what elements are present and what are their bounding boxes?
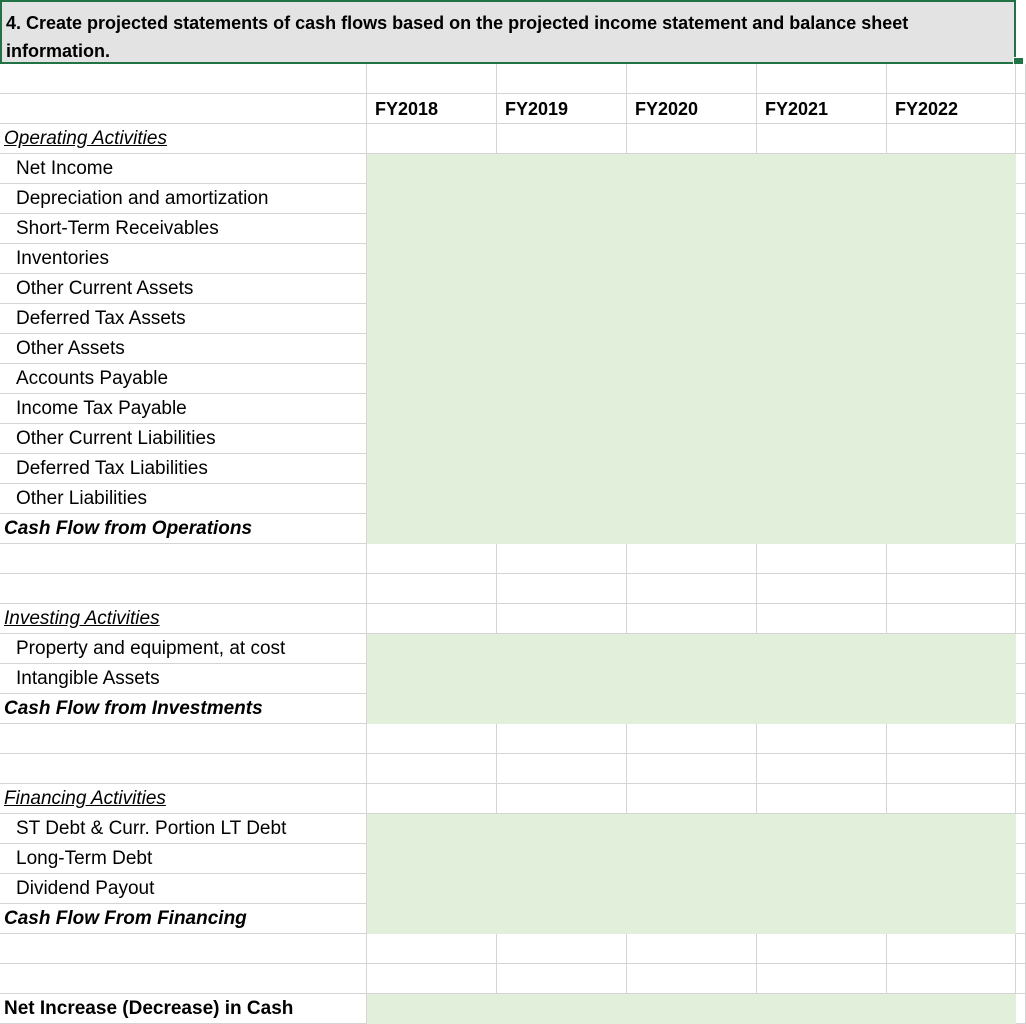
next-column-cell[interactable] xyxy=(1016,844,1026,874)
input-cell[interactable] xyxy=(757,244,887,274)
year-label: FY2018 xyxy=(375,99,439,119)
label-cell[interactable] xyxy=(0,514,367,544)
input-cell[interactable] xyxy=(367,364,497,394)
next-column-cell[interactable] xyxy=(1016,814,1026,844)
input-cell[interactable] xyxy=(757,184,887,214)
empty-cell[interactable] xyxy=(757,124,887,154)
blank-row xyxy=(0,964,1026,994)
next-column-cell[interactable] xyxy=(1016,874,1026,904)
input-cell[interactable] xyxy=(887,154,1016,184)
input-cell[interactable] xyxy=(497,394,627,424)
empty-cell[interactable] xyxy=(757,784,887,814)
input-cell[interactable] xyxy=(627,844,757,874)
empty-cell[interactable] xyxy=(367,124,497,154)
input-cell[interactable] xyxy=(367,214,497,244)
input-cell[interactable] xyxy=(497,274,627,304)
line-item-label: Property and equipment, at cost xyxy=(16,638,286,659)
section-heading: Financing Activities xyxy=(4,788,166,809)
line-item-label: Depreciation and amortization xyxy=(16,188,269,209)
next-column-cell[interactable] xyxy=(1016,394,1026,424)
label-cell[interactable] xyxy=(0,904,367,934)
input-cell[interactable] xyxy=(757,904,887,934)
label-cell[interactable] xyxy=(0,994,367,1024)
empty-cell[interactable] xyxy=(887,64,1016,94)
next-column-cell[interactable] xyxy=(1016,604,1026,634)
line-item-label: Deferred Tax Liabilities xyxy=(16,458,208,479)
input-cell[interactable] xyxy=(887,814,1016,844)
input-cell[interactable] xyxy=(367,844,497,874)
input-cell[interactable] xyxy=(887,394,1016,424)
empty-cell[interactable] xyxy=(627,604,757,634)
label-cell[interactable] xyxy=(0,274,367,304)
input-cell[interactable] xyxy=(627,904,757,934)
year-label: FY2020 xyxy=(635,99,699,119)
label-cell[interactable] xyxy=(0,544,367,574)
year-header-cell[interactable] xyxy=(367,94,497,124)
row-other-current-liabilities xyxy=(0,424,1026,454)
total-label: Net Increase (Decrease) in Cash xyxy=(4,998,294,1019)
input-cell[interactable] xyxy=(497,484,627,514)
line-item-label: Net Income xyxy=(16,158,114,179)
next-column-cell[interactable] xyxy=(1016,484,1026,514)
instruction-cell[interactable] xyxy=(0,0,1016,64)
row-accounts-payable xyxy=(0,364,1026,394)
empty-cell[interactable] xyxy=(887,724,1016,754)
label-cell[interactable] xyxy=(0,694,367,724)
input-cell[interactable] xyxy=(627,184,757,214)
line-item-label: Dividend Payout xyxy=(16,878,155,899)
next-column-cell[interactable] xyxy=(1016,214,1026,244)
input-cell[interactable] xyxy=(757,844,887,874)
input-cell[interactable] xyxy=(497,334,627,364)
input-cell[interactable] xyxy=(757,424,887,454)
empty-cell[interactable] xyxy=(627,724,757,754)
total-label: Cash Flow from Operations xyxy=(4,518,253,539)
row-net-income xyxy=(0,154,1026,184)
input-cell[interactable] xyxy=(367,694,497,724)
label-cell[interactable] xyxy=(0,64,367,94)
next-column-cell[interactable] xyxy=(1016,634,1026,664)
year-header-cell[interactable] xyxy=(757,94,887,124)
row-short-term-receivables xyxy=(0,214,1026,244)
input-cell[interactable] xyxy=(627,814,757,844)
empty-cell[interactable] xyxy=(497,754,627,784)
line-item-label: Other Current Liabilities xyxy=(16,428,216,449)
next-column-cell[interactable] xyxy=(1016,694,1026,724)
next-column-cell[interactable] xyxy=(1016,124,1026,154)
year-header-cell[interactable] xyxy=(627,94,757,124)
input-cell[interactable] xyxy=(887,214,1016,244)
next-column-cell[interactable] xyxy=(1016,754,1026,784)
row-cash-flow-from-investments xyxy=(0,694,1026,724)
next-column-cell[interactable] xyxy=(1016,784,1026,814)
label-cell[interactable] xyxy=(0,94,367,124)
empty-cell[interactable] xyxy=(497,64,627,94)
input-cell[interactable] xyxy=(887,844,1016,874)
label-cell[interactable] xyxy=(0,814,367,844)
input-cell[interactable] xyxy=(367,874,497,904)
year-label: FY2019 xyxy=(505,99,569,119)
input-cell[interactable] xyxy=(887,694,1016,724)
next-column-cell[interactable] xyxy=(1016,724,1026,754)
empty-cell[interactable] xyxy=(887,604,1016,634)
row-dividend-payout xyxy=(0,874,1026,904)
input-cell[interactable] xyxy=(497,184,627,214)
input-cell[interactable] xyxy=(497,634,627,664)
year-header-cell[interactable] xyxy=(497,94,627,124)
next-column-cell[interactable] xyxy=(1016,364,1026,394)
empty-cell[interactable] xyxy=(497,604,627,634)
input-cell[interactable] xyxy=(367,484,497,514)
input-cell[interactable] xyxy=(887,334,1016,364)
row-financing-activities xyxy=(0,784,1026,814)
input-cell[interactable] xyxy=(367,814,497,844)
next-column-cell[interactable] xyxy=(1016,184,1026,214)
line-item-label: Other Liabilities xyxy=(16,488,147,509)
input-cell[interactable] xyxy=(627,274,757,304)
input-cell[interactable] xyxy=(887,304,1016,334)
row-deferred-tax-assets xyxy=(0,304,1026,334)
label-cell[interactable] xyxy=(0,334,367,364)
input-cell[interactable] xyxy=(367,244,497,274)
label-cell[interactable] xyxy=(0,964,367,994)
input-cell[interactable] xyxy=(497,874,627,904)
empty-cell[interactable] xyxy=(887,784,1016,814)
line-item-label: Accounts Payable xyxy=(16,368,169,389)
empty-cell[interactable] xyxy=(757,964,887,994)
instruction-text: 4. Create projected statements of cash flows based on the projected income statement and balance sheet information. xyxy=(6,13,909,61)
input-cell[interactable] xyxy=(497,514,627,544)
empty-cell[interactable] xyxy=(887,964,1016,994)
year-header-cell[interactable] xyxy=(887,94,1016,124)
input-cell[interactable] xyxy=(887,634,1016,664)
row-long-term-debt xyxy=(0,844,1026,874)
total-label: Cash Flow From Financing xyxy=(4,908,247,929)
input-cell[interactable] xyxy=(367,634,497,664)
input-cell[interactable] xyxy=(757,154,887,184)
empty-cell[interactable] xyxy=(367,64,497,94)
blank-row xyxy=(0,754,1026,784)
input-cell[interactable] xyxy=(497,304,627,334)
empty-cell[interactable] xyxy=(367,724,497,754)
empty-cell[interactable] xyxy=(497,124,627,154)
blank-row xyxy=(0,724,1026,754)
input-cell[interactable] xyxy=(367,424,497,454)
input-cell[interactable] xyxy=(497,154,627,184)
input-cell[interactable] xyxy=(757,514,887,544)
input-cell[interactable] xyxy=(627,994,757,1024)
input-cell[interactable] xyxy=(887,994,1016,1024)
next-column-cell[interactable] xyxy=(1016,904,1026,934)
label-cell[interactable] xyxy=(0,154,367,184)
label-cell[interactable] xyxy=(0,874,367,904)
line-item-label: Other Assets xyxy=(16,338,125,359)
input-cell[interactable] xyxy=(497,364,627,394)
label-cell[interactable] xyxy=(0,454,367,484)
next-column-cell[interactable] xyxy=(1016,454,1026,484)
next-column-cell[interactable] xyxy=(1016,514,1026,544)
input-cell[interactable] xyxy=(367,454,497,484)
empty-cell[interactable] xyxy=(367,964,497,994)
section-heading: Operating Activities xyxy=(4,128,167,149)
input-cell[interactable] xyxy=(627,694,757,724)
input-cell[interactable] xyxy=(627,244,757,274)
next-column-cell[interactable] xyxy=(1016,574,1026,604)
input-cell[interactable] xyxy=(627,364,757,394)
line-item-label: Inventories xyxy=(16,248,109,269)
next-column-cell[interactable] xyxy=(1016,304,1026,334)
blank-row xyxy=(0,544,1026,574)
empty-cell[interactable] xyxy=(497,574,627,604)
blank-row xyxy=(0,64,1026,94)
input-cell[interactable] xyxy=(367,664,497,694)
input-cell[interactable] xyxy=(887,424,1016,454)
input-cell[interactable] xyxy=(627,514,757,544)
input-cell[interactable] xyxy=(367,904,497,934)
input-cell[interactable] xyxy=(497,664,627,694)
input-cell[interactable] xyxy=(627,334,757,364)
input-cell[interactable] xyxy=(887,664,1016,694)
label-cell[interactable] xyxy=(0,784,367,814)
input-cell[interactable] xyxy=(627,154,757,184)
empty-cell[interactable] xyxy=(757,604,887,634)
row-cash-flow-from-financing xyxy=(0,904,1026,934)
input-cell[interactable] xyxy=(887,484,1016,514)
empty-cell[interactable] xyxy=(367,604,497,634)
input-cell[interactable] xyxy=(497,814,627,844)
empty-cell[interactable] xyxy=(627,934,757,964)
next-column-cell[interactable] xyxy=(1016,274,1026,304)
blank-row xyxy=(0,934,1026,964)
row-income-tax-payable xyxy=(0,394,1026,424)
section-heading: Investing Activities xyxy=(4,608,160,629)
year-label: FY2021 xyxy=(765,99,829,119)
input-cell[interactable] xyxy=(757,994,887,1024)
next-column-cell[interactable] xyxy=(1016,964,1026,994)
input-cell[interactable] xyxy=(497,244,627,274)
empty-cell[interactable] xyxy=(887,544,1016,574)
input-cell[interactable] xyxy=(497,424,627,454)
input-cell[interactable] xyxy=(887,514,1016,544)
label-cell[interactable] xyxy=(0,424,367,454)
line-item-label: Short-Term Receivables xyxy=(16,218,219,239)
input-cell[interactable] xyxy=(887,874,1016,904)
empty-cell[interactable] xyxy=(367,934,497,964)
input-cell[interactable] xyxy=(757,874,887,904)
input-cell[interactable] xyxy=(367,304,497,334)
label-cell[interactable] xyxy=(0,934,367,964)
cash-flow-grid xyxy=(0,64,1026,1019)
input-cell[interactable] xyxy=(757,664,887,694)
input-cell[interactable] xyxy=(497,214,627,244)
label-cell[interactable] xyxy=(0,754,367,784)
input-cell[interactable] xyxy=(627,454,757,484)
row-depreciation-and-amortization xyxy=(0,184,1026,214)
empty-cell[interactable] xyxy=(757,724,887,754)
input-cell[interactable] xyxy=(757,484,887,514)
row-st-debt-curr-portion-lt-debt xyxy=(0,814,1026,844)
next-column-cell[interactable] xyxy=(1016,244,1026,274)
empty-cell[interactable] xyxy=(627,124,757,154)
label-cell[interactable] xyxy=(0,844,367,874)
line-item-label: Income Tax Payable xyxy=(16,398,187,419)
empty-cell[interactable] xyxy=(367,574,497,604)
label-cell[interactable] xyxy=(0,184,367,214)
input-cell[interactable] xyxy=(887,454,1016,484)
label-cell[interactable] xyxy=(0,604,367,634)
input-cell[interactable] xyxy=(627,424,757,454)
input-cell[interactable] xyxy=(887,274,1016,304)
empty-cell[interactable] xyxy=(497,724,627,754)
input-cell[interactable] xyxy=(757,394,887,424)
empty-cell[interactable] xyxy=(757,754,887,784)
empty-cell[interactable] xyxy=(757,64,887,94)
label-cell[interactable] xyxy=(0,124,367,154)
empty-cell[interactable] xyxy=(367,754,497,784)
input-cell[interactable] xyxy=(627,664,757,694)
empty-cell[interactable] xyxy=(627,964,757,994)
empty-cell[interactable] xyxy=(627,754,757,784)
next-column-cell[interactable] xyxy=(1016,544,1026,574)
line-item-label: Long-Term Debt xyxy=(16,848,153,869)
next-column-cell[interactable] xyxy=(1016,94,1026,124)
empty-cell[interactable] xyxy=(497,964,627,994)
empty-cell[interactable] xyxy=(367,544,497,574)
input-cell[interactable] xyxy=(497,994,627,1024)
row-net-increase-decrease-in-cash xyxy=(0,994,1026,1024)
row-operating-activities xyxy=(0,124,1026,154)
line-item-label: Other Current Assets xyxy=(16,278,194,299)
input-cell[interactable] xyxy=(887,244,1016,274)
empty-cell[interactable] xyxy=(887,124,1016,154)
row-intangible-assets xyxy=(0,664,1026,694)
header-row xyxy=(0,94,1026,124)
empty-cell[interactable] xyxy=(497,934,627,964)
input-cell[interactable] xyxy=(367,994,497,1024)
row-deferred-tax-liabilities xyxy=(0,454,1026,484)
label-cell[interactable] xyxy=(0,364,367,394)
empty-cell[interactable] xyxy=(757,574,887,604)
row-inventories xyxy=(0,244,1026,274)
empty-cell[interactable] xyxy=(887,934,1016,964)
line-item-label: ST Debt & Curr. Portion LT Debt xyxy=(16,818,287,839)
year-label: FY2022 xyxy=(895,99,959,119)
input-cell[interactable] xyxy=(757,694,887,724)
row-investing-activities xyxy=(0,604,1026,634)
input-cell[interactable] xyxy=(757,274,887,304)
label-cell[interactable] xyxy=(0,304,367,334)
next-column-cell[interactable] xyxy=(1016,934,1026,964)
input-cell[interactable] xyxy=(887,364,1016,394)
next-column-cell[interactable] xyxy=(1016,994,1026,1024)
label-cell[interactable] xyxy=(0,214,367,244)
empty-cell[interactable] xyxy=(887,754,1016,784)
row-cash-flow-from-operations xyxy=(0,514,1026,544)
blank-row xyxy=(0,574,1026,604)
empty-cell[interactable] xyxy=(887,574,1016,604)
input-cell[interactable] xyxy=(367,394,497,424)
input-cell[interactable] xyxy=(367,154,497,184)
next-column-cell[interactable] xyxy=(1016,334,1026,364)
input-cell[interactable] xyxy=(757,364,887,394)
input-cell[interactable] xyxy=(887,184,1016,214)
empty-cell[interactable] xyxy=(757,934,887,964)
input-cell[interactable] xyxy=(497,454,627,484)
line-item-label: Deferred Tax Assets xyxy=(16,308,186,329)
input-cell[interactable] xyxy=(887,904,1016,934)
input-cell[interactable] xyxy=(367,274,497,304)
empty-cell[interactable] xyxy=(367,784,497,814)
input-cell[interactable] xyxy=(497,694,627,724)
input-cell[interactable] xyxy=(627,394,757,424)
label-cell[interactable] xyxy=(0,634,367,664)
input-cell[interactable] xyxy=(367,184,497,214)
label-cell[interactable] xyxy=(0,724,367,754)
input-cell[interactable] xyxy=(757,814,887,844)
empty-cell[interactable] xyxy=(627,64,757,94)
input-cell[interactable] xyxy=(757,214,887,244)
empty-cell[interactable] xyxy=(627,574,757,604)
next-column-cell[interactable] xyxy=(1016,424,1026,454)
input-cell[interactable] xyxy=(627,484,757,514)
input-cell[interactable] xyxy=(367,334,497,364)
input-cell[interactable] xyxy=(757,304,887,334)
label-cell[interactable] xyxy=(0,664,367,694)
line-item-label: Intangible Assets xyxy=(16,668,160,689)
row-other-assets xyxy=(0,334,1026,364)
input-cell[interactable] xyxy=(757,454,887,484)
total-label: Cash Flow from Investments xyxy=(4,698,263,719)
label-cell[interactable] xyxy=(0,484,367,514)
input-cell[interactable] xyxy=(497,904,627,934)
row-property-and-equipment-at-cost xyxy=(0,634,1026,664)
label-cell[interactable] xyxy=(0,244,367,274)
empty-cell[interactable] xyxy=(497,784,627,814)
empty-cell[interactable] xyxy=(627,544,757,574)
input-cell[interactable] xyxy=(757,334,887,364)
row-other-liabilities xyxy=(0,484,1026,514)
empty-cell[interactable] xyxy=(497,544,627,574)
input-cell[interactable] xyxy=(627,874,757,904)
label-cell[interactable] xyxy=(0,394,367,424)
row-other-current-assets xyxy=(0,274,1026,304)
input-cell[interactable] xyxy=(627,634,757,664)
input-cell[interactable] xyxy=(757,634,887,664)
input-cell[interactable] xyxy=(627,304,757,334)
next-column-cell[interactable] xyxy=(1016,154,1026,184)
next-column-cell[interactable] xyxy=(1016,64,1026,94)
empty-cell[interactable] xyxy=(757,544,887,574)
input-cell[interactable] xyxy=(627,214,757,244)
input-cell[interactable] xyxy=(367,514,497,544)
empty-cell[interactable] xyxy=(627,784,757,814)
next-column-cell[interactable] xyxy=(1016,664,1026,694)
input-cell[interactable] xyxy=(497,844,627,874)
label-cell[interactable] xyxy=(0,574,367,604)
